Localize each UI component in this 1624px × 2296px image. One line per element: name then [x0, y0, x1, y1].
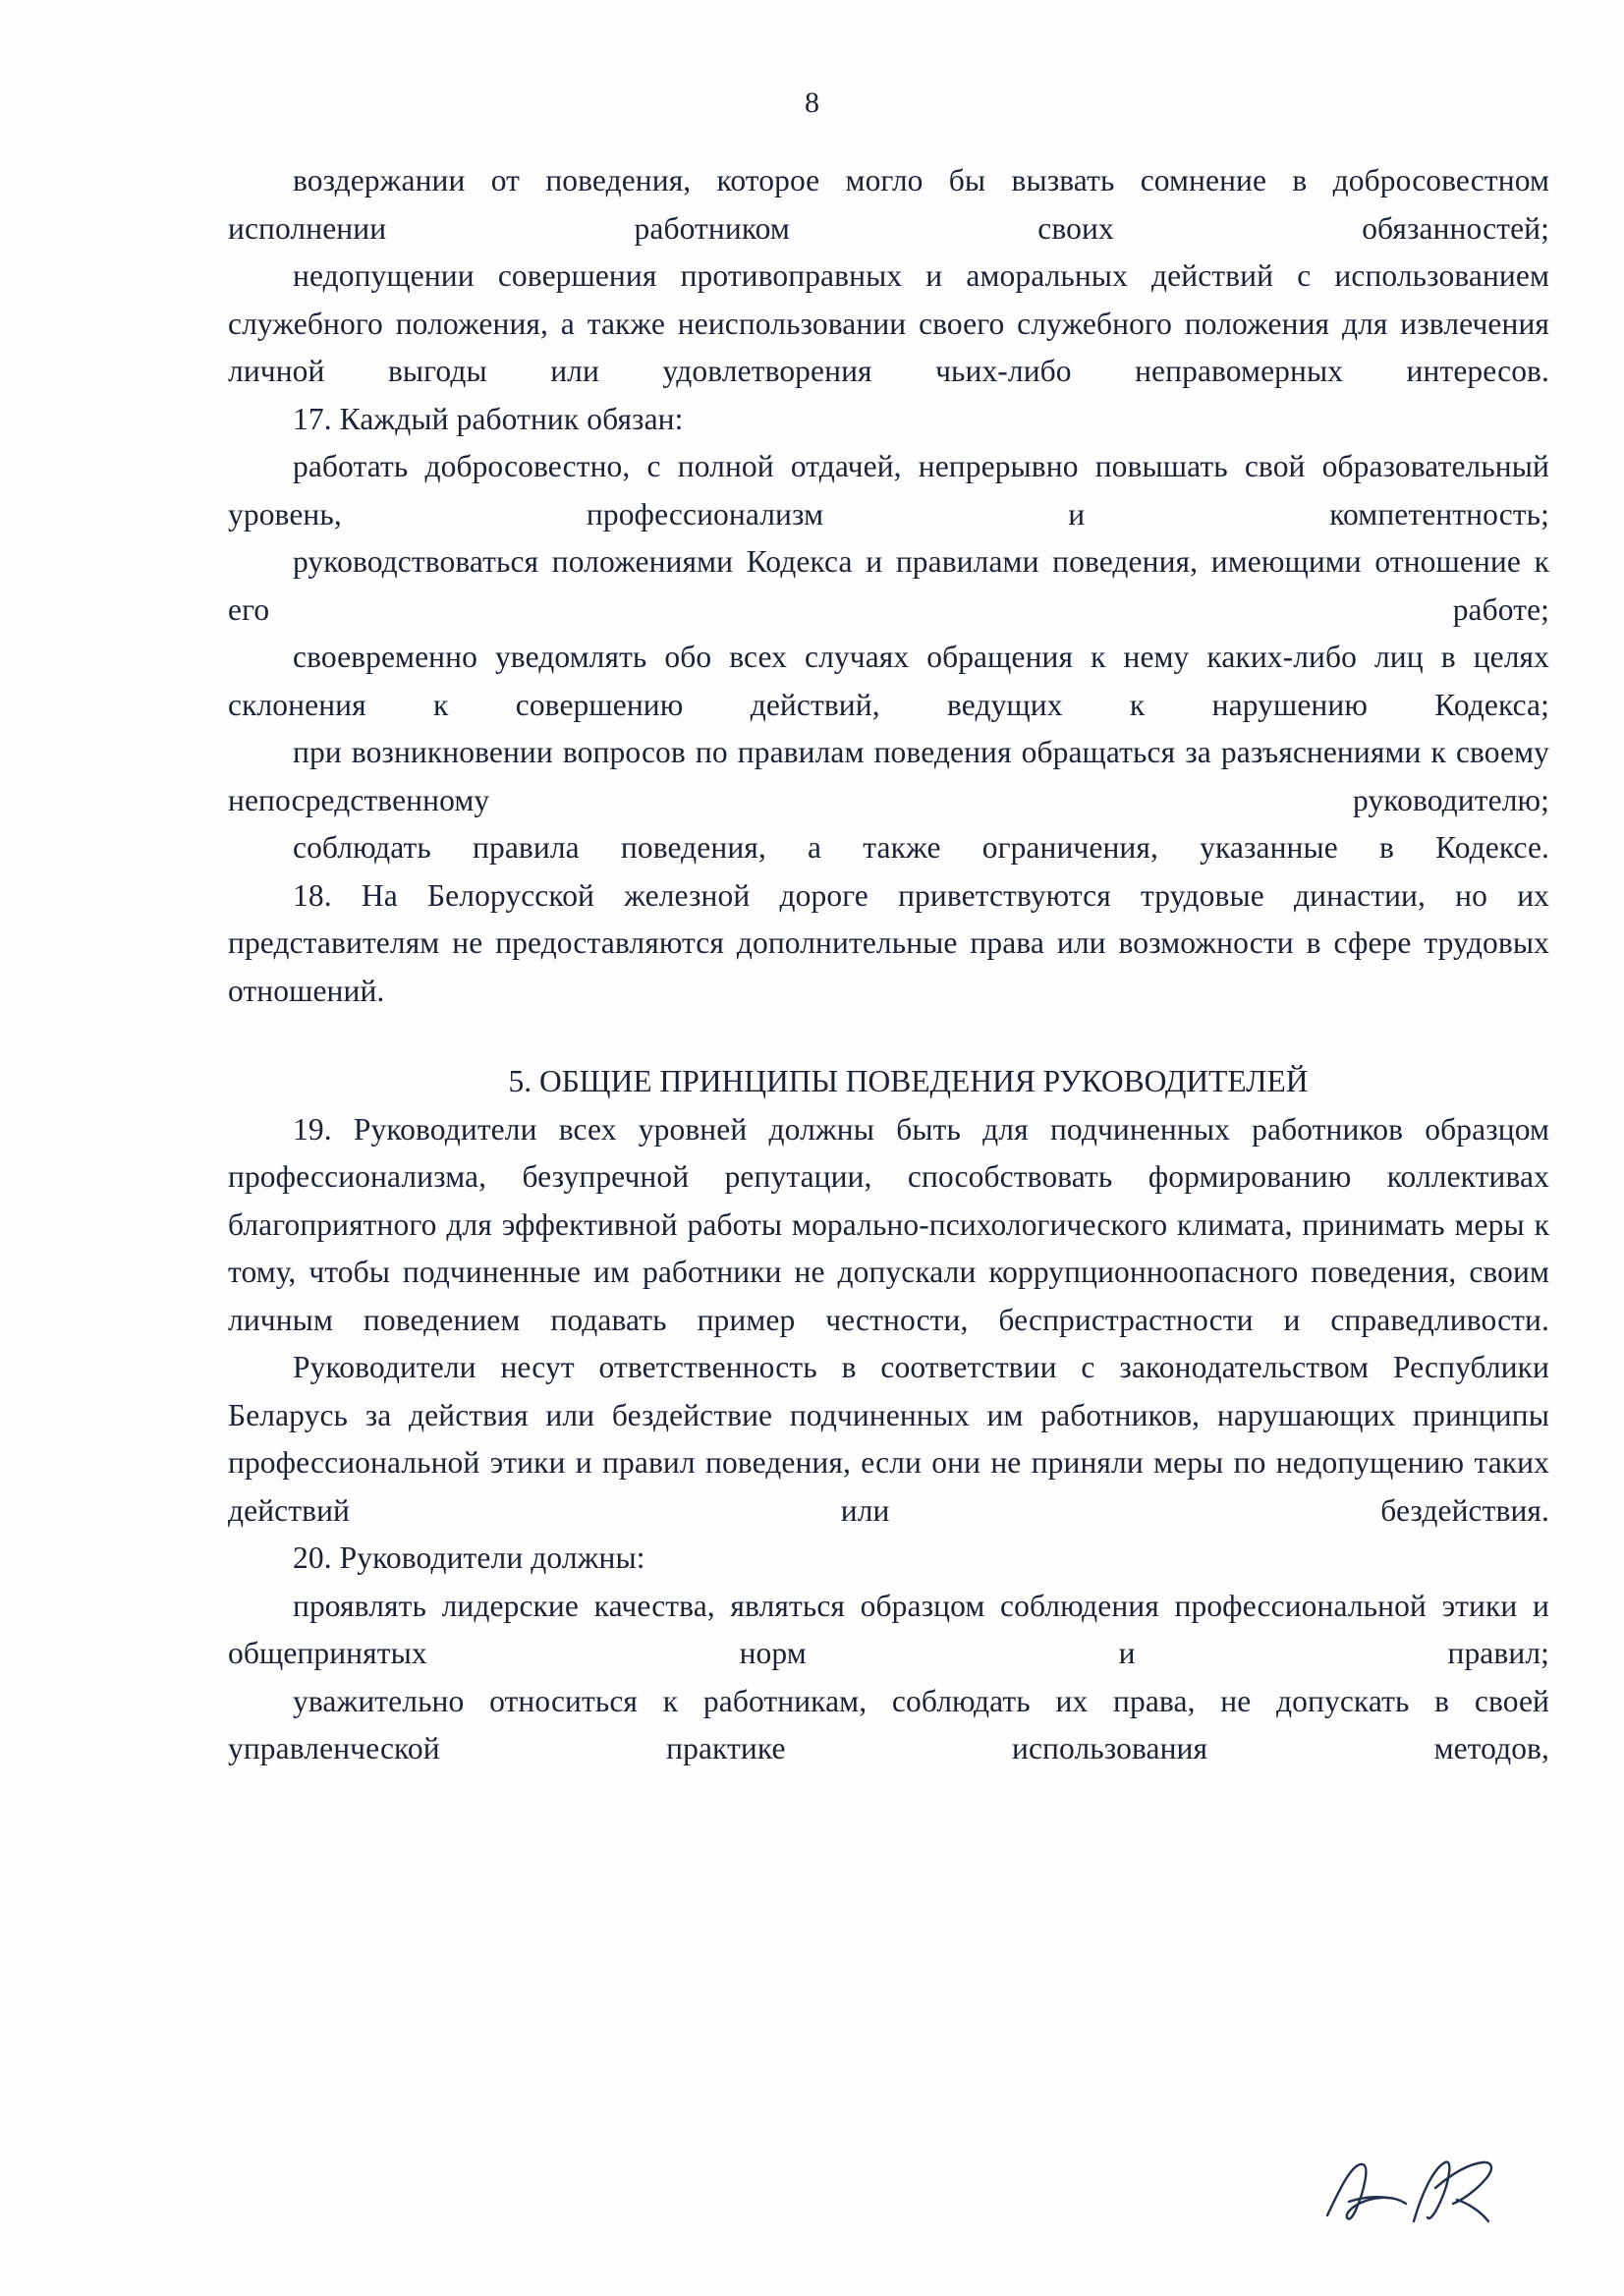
paragraph: воздержании от поведения, которое могло бы вызвать сомнение в добросовестном исполнении работником своих обязанностей;	[228, 163, 1549, 246]
document-body	[228, 157, 1549, 1773]
paragraph: проявлять лидерские качества, являться образцом соблюдения профессиональной этики и общепринятых норм и правил;	[228, 1588, 1549, 1670]
paragraph: своевременно уведомлять обо всех случаях обращения к нему каких-либо лиц в целях склонения к совершению действий, ведущих к нарушению Кодекса;	[228, 640, 1549, 722]
paragraph: руководствоваться положениями Кодекса и правилами поведения, имеющими отношение к его работе;	[228, 544, 1549, 627]
paragraph: 18. На Белорусской железной дороге приветствуются трудовые династии, но их представителям не предоставляются дополнительные права или возможности в сфере трудовых отношений.	[228, 877, 1549, 1008]
paragraph: при возникновении вопросов по правилам поведения обращаться за разъяснениями к своему непосредственному руководителю;	[228, 735, 1549, 817]
paragraph: соблюдать правила поведения, а также ограничения, указанные в Кодексе.	[293, 830, 1549, 865]
paragraph: Руководители несут ответственность в соответствии с законодательством Республики Беларусь за действия или бездействие подчиненных им работников, нарушающих принципы профессиональной этики и правил поведения, если они не приняли меры по недопущению таких действий или бездействия.	[228, 1350, 1549, 1528]
paragraph: работать добросовестно, с полной отдачей, непрерывно повышать свой образовательный уровень, профессионализм и компетентность;	[228, 449, 1549, 532]
paragraph: уважительно относиться к работникам, соблюдать их права, не допускать в своей управленческой практике использования методов,	[228, 1683, 1549, 1765]
page-number: 8	[805, 86, 819, 119]
paragraph: 19. Руководители всех уровней должны быть для подчиненных работников образцом профессионализма, безупречной репутации, способствовать формированию коллективах благоприятного для эффективной работы морально-психологического климата, принимать меры к тому, чтобы подчиненные им работники не допускали коррупционноопасного поведения, своим личным поведением подавать пример честности, беспристрастности и справедливости.	[228, 1111, 1549, 1337]
section-heading: 5. ОБЩИЕ ПРИНЦИПЫ ПОВЕДЕНИЯ РУКОВОДИТЕЛЕЙ	[508, 1064, 1309, 1098]
paragraph: недопущении совершения противоправных и аморальных действий с использованием служебного положения, а также неиспользовании своего служебного положения для извлечения личной выгоды или удовлетворения чьих-либо неправомерных интересов.	[228, 258, 1549, 388]
paragraph: 20. Руководители должны:	[293, 1540, 645, 1575]
paragraph: 17. Каждый работник обязан:	[293, 401, 684, 436]
handwritten-signature-icon	[1319, 2143, 1506, 2231]
